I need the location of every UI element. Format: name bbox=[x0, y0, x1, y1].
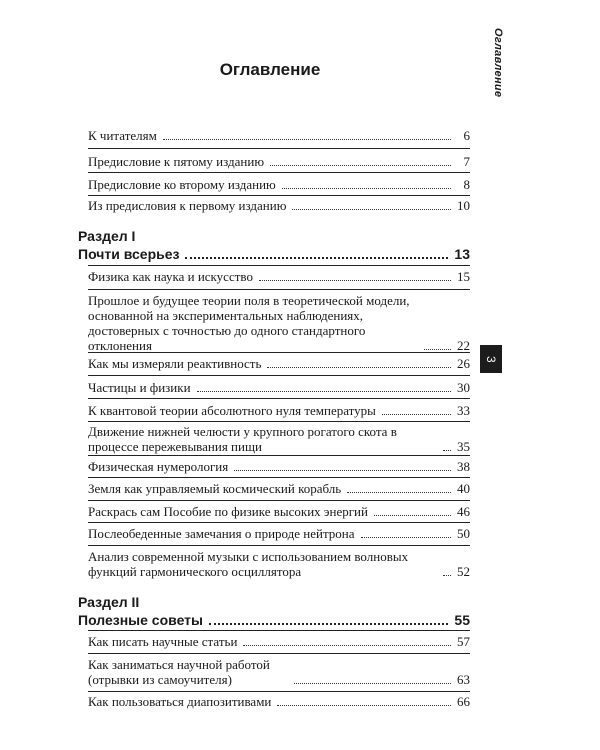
divider bbox=[88, 522, 470, 523]
toc-entry[interactable]: Предисловие к пятому изданию 7 bbox=[88, 154, 470, 169]
divider bbox=[88, 630, 470, 631]
section-label: Раздел II bbox=[78, 594, 140, 610]
toc-entry[interactable]: Раскрась сам Пособие по физике высоких энергий 46 bbox=[88, 504, 470, 519]
toc-entry[interactable]: Прошлое и будущее теории поля в теоретической модели, основанной на экспериментальных наблюдениях, достоверных с точностью до одного стандартного отклонения 22 bbox=[88, 293, 470, 353]
divider bbox=[88, 653, 470, 654]
toc-entry[interactable]: Как мы измеряли реактивность 26 bbox=[88, 356, 470, 371]
divider bbox=[88, 289, 470, 290]
toc-entry[interactable]: К читателям 6 bbox=[88, 128, 470, 143]
toc-entry[interactable]: Предисловие ко второму изданию 8 bbox=[88, 177, 470, 192]
toc-entry[interactable]: Из предисловия к первому изданию 10 bbox=[88, 198, 470, 213]
divider bbox=[88, 500, 470, 501]
divider bbox=[88, 195, 470, 196]
page-title: Оглавление bbox=[219, 60, 321, 79]
page-number-tab: 3 bbox=[480, 345, 502, 373]
divider bbox=[88, 352, 470, 353]
divider bbox=[88, 265, 470, 266]
toc-entry[interactable]: Как заниматься научной работой (отрывки из самоучителя) 63 bbox=[88, 657, 470, 687]
toc-entry[interactable]: Как писать научные статьи 57 bbox=[88, 634, 470, 649]
divider bbox=[88, 545, 470, 546]
section-title-row[interactable]: Почти всерьез 13 bbox=[78, 246, 470, 262]
divider bbox=[88, 398, 470, 399]
toc-entry[interactable]: Послеобеденные замечания о природе нейтрона 50 bbox=[88, 526, 470, 541]
section-title-row[interactable]: Полезные советы 55 bbox=[78, 612, 470, 628]
toc-entry[interactable]: Земля как управляемый космический корабль 40 bbox=[88, 481, 470, 496]
toc-entry[interactable]: Физика как наука и искусство 15 bbox=[88, 269, 470, 284]
toc-entry[interactable]: Как пользоваться диапозитивами 66 bbox=[88, 694, 470, 709]
toc-entry[interactable]: К квантовой теории абсолютного нуля температуры 33 bbox=[88, 403, 470, 418]
section-label: Раздел I bbox=[78, 228, 136, 244]
divider bbox=[88, 172, 470, 173]
toc-entry[interactable]: Частицы и физики 30 bbox=[88, 380, 470, 395]
divider bbox=[88, 375, 470, 376]
divider bbox=[88, 455, 470, 456]
running-head: Оглавление bbox=[492, 28, 504, 98]
toc-entry[interactable]: Движение нижней челюсти у крупного рогатого скота в процессе пережевывания пищи 35 bbox=[88, 424, 470, 454]
toc-entry[interactable]: Физическая нумерология 38 bbox=[88, 459, 470, 474]
divider bbox=[88, 691, 470, 692]
divider bbox=[88, 148, 470, 149]
divider bbox=[88, 421, 470, 422]
divider bbox=[88, 477, 470, 478]
toc-entry[interactable]: Анализ современной музыки с использованием волновых функций гармонического осциллятора 52 bbox=[88, 549, 470, 579]
